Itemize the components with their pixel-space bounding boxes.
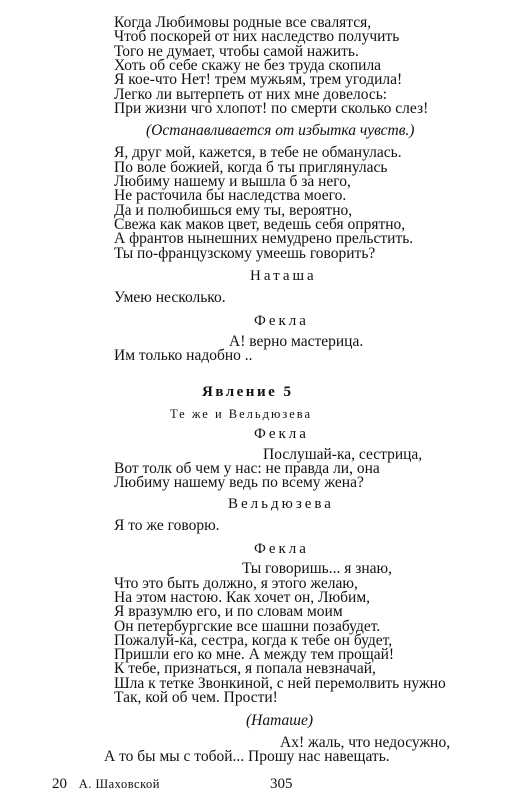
verse-line: Ты по-французскому умеешь говорить?	[114, 244, 376, 262]
verse-line: При жизни чго хлопот! по смерти сколько слез!	[114, 99, 429, 117]
verse-line: Ах! жаль, что недосужно,	[280, 733, 451, 751]
verse-line: Свежа как маков цвет, ведешь себя опрятно,	[114, 216, 406, 234]
speaker-name: Наташа	[250, 268, 317, 285]
verse-line: Я кое-что Нет! трем мужьям, трем угодила!	[114, 71, 403, 89]
page-footer	[52, 776, 160, 793]
verse-line: К тебе, признаться, я попала невзначай,	[114, 660, 376, 678]
verse-line: Он петербургские все шашни позабудет.	[114, 617, 381, 635]
verse-line: Им только надобно ..	[114, 347, 253, 365]
verse-line: На этом настою. Как хочет он, Любим,	[114, 588, 371, 606]
author-name: А. Шаховской	[78, 777, 160, 791]
verse-line: Пришли его ко мне. А между тем прощай!	[114, 646, 395, 664]
verse-line: Любиму нашему и вышла б за него,	[114, 173, 351, 191]
verse-line: Я то же говорю.	[114, 517, 220, 535]
verse-line: Вот толк об чем у нас: не правда ли, она	[114, 460, 380, 478]
stage-direction: (Наташе)	[246, 711, 313, 729]
speaker-name: Фекла	[254, 426, 309, 443]
verse-line: Что это быть должно, я этого желаю,	[114, 574, 358, 592]
verse-line: Любиму нашему ведь по всему жена?	[114, 474, 364, 492]
verse-line: По воле божией, когда б ты приглянулась	[114, 158, 388, 176]
verse-line: А! верно мастерица.	[229, 333, 364, 351]
verse-line: Когда Любимовы родные все свалятся,	[114, 14, 372, 31]
verse-line: Я вразумлю его, и по словам моим	[114, 603, 343, 621]
verse-line: Я, друг мой, кажется, в тебе не обманулась.	[114, 144, 402, 162]
speaker-name: Фекла	[254, 312, 309, 329]
speaker-name: Вельдюзева	[228, 496, 334, 513]
verse-line: Не расточила бы наследства моего.	[114, 187, 347, 205]
verse-line: Послушай-ка, сестрица,	[263, 445, 423, 463]
stage-direction: (Останавливается от избытка чувств.)	[146, 121, 415, 139]
verse-line: Ты говоришь... я знаю,	[242, 560, 392, 578]
verse-line: А франтов нынешних немудрено прельстить.	[114, 230, 414, 248]
scene-cast: Те же и Вельдюзева	[170, 407, 313, 422]
verse-line: Шла к тетке Звонкиной, с ней перемолвить нужно	[114, 674, 446, 692]
verse-line: Хоть об себе скажу не без труда скопила	[114, 56, 382, 74]
speaker-name: Фекла	[254, 540, 309, 557]
verse-line: Умею несколько.	[114, 289, 226, 307]
page-number-center: 305	[270, 776, 293, 792]
verse-line: А то бы мы с тобой... Прошу нас навещать.	[104, 748, 390, 765]
verse-line: Легко ли вытерпеть от них мне довелось:	[114, 85, 388, 103]
verse-line: Того не думает, чтобы самой нажить.	[114, 42, 359, 60]
verse-line: Да и полюбишься ему ты, вероятно,	[114, 201, 353, 219]
verse-line: Чтоб поскорей от них наследство получить	[114, 28, 400, 46]
page-number-left: 20	[52, 776, 67, 792]
verse-line: Так, кой об чем. Прости!	[114, 689, 278, 707]
verse-line: Пожалуй-ка, сестра, когда к тебе он будет,	[114, 631, 393, 649]
scene-title: Явление 5	[202, 384, 294, 401]
